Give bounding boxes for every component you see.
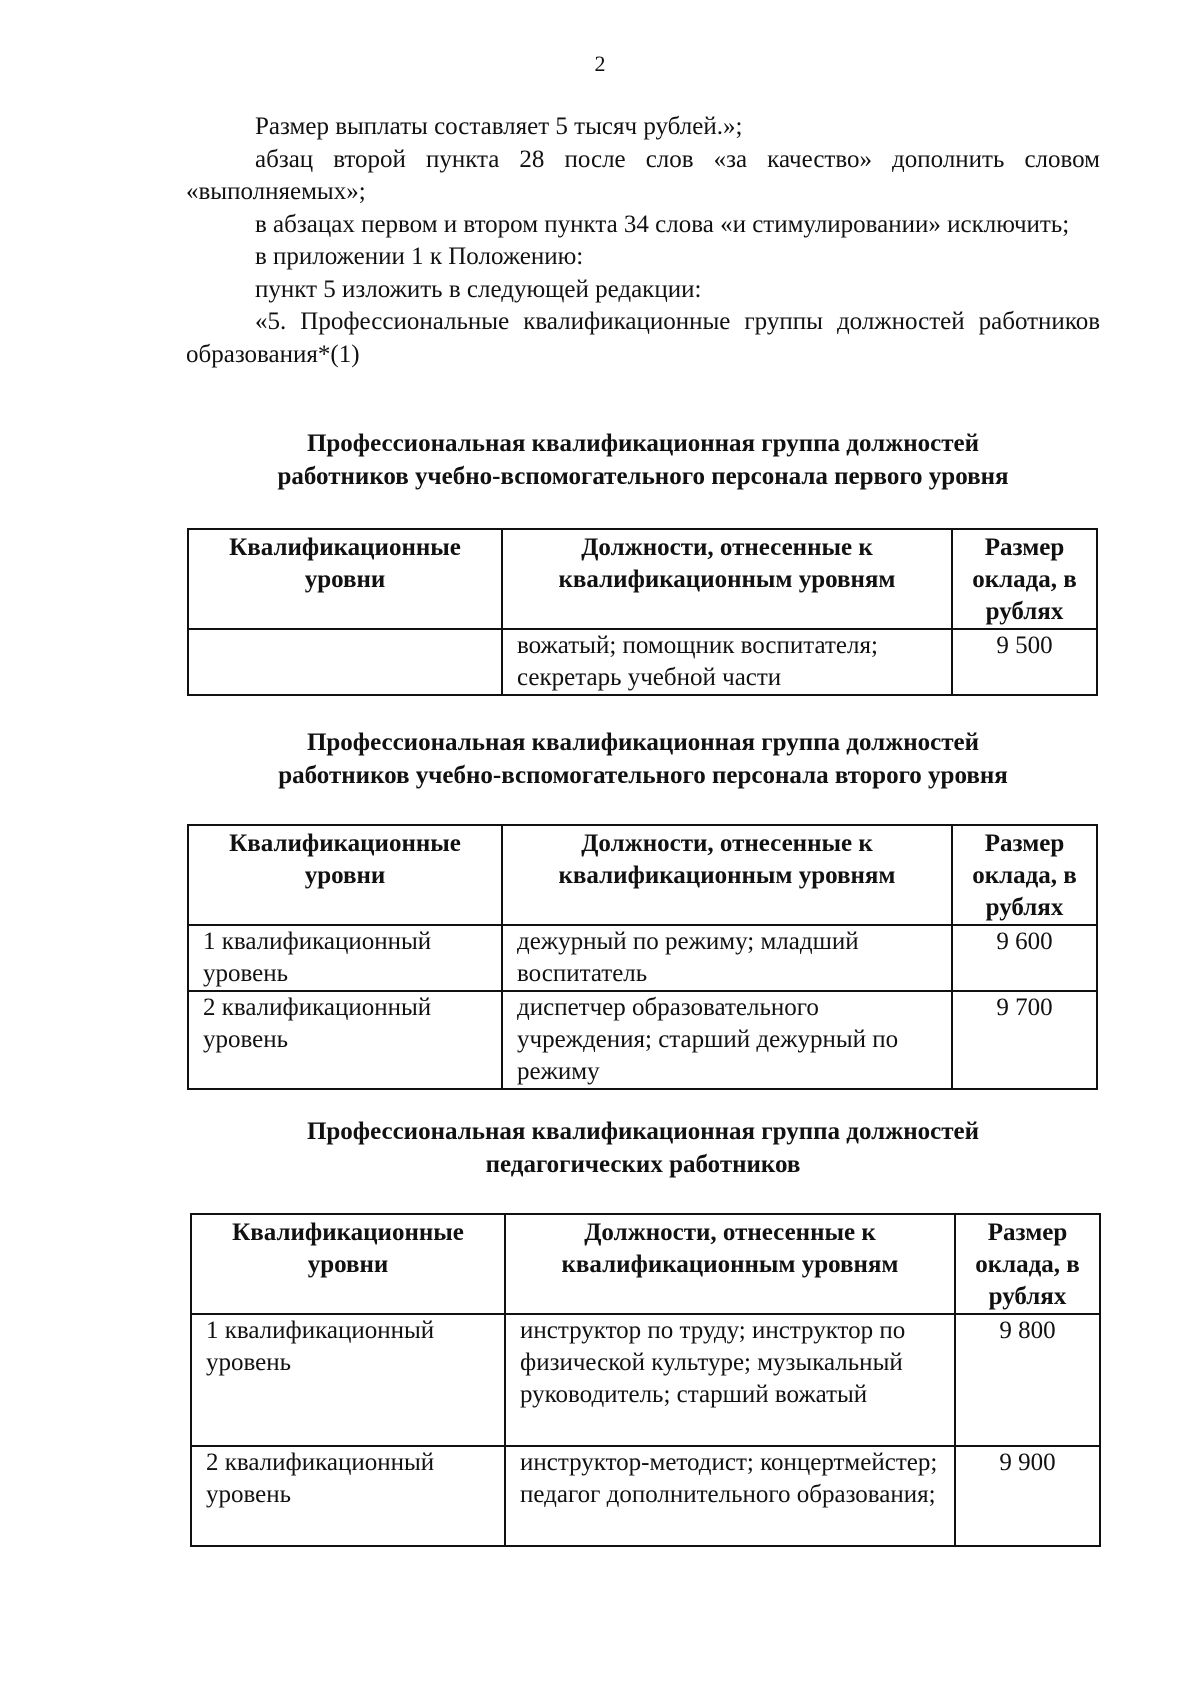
cell-positions: дежурный по режиму; младший воспитатель bbox=[502, 925, 952, 991]
body-text bbox=[186, 111, 1100, 371]
header-positions: Должности, отнесенные к квалификационным уровням bbox=[502, 825, 952, 925]
paragraph-item-5-intro: пункт 5 изложить в следующей редакции: bbox=[255, 275, 702, 303]
cell-salary: 9 500 bbox=[952, 629, 1097, 695]
header-positions: Должности, отнесенные к квалификационным уровням bbox=[505, 1214, 955, 1314]
header-levels: Квалификационные уровни bbox=[188, 825, 502, 925]
cell-level bbox=[188, 629, 502, 695]
cell-salary: 9 900 bbox=[955, 1446, 1100, 1546]
paragraph-appendix-1: в приложении 1 к Положению: bbox=[255, 243, 584, 270]
header-levels: Квалификационные уровни bbox=[188, 529, 502, 629]
table-header-row bbox=[188, 529, 1097, 629]
cell-level: 1 квалификационный уровень bbox=[191, 1314, 505, 1446]
table-row bbox=[191, 1314, 1100, 1446]
heading-line: Профессиональная квалификационная группа должностей bbox=[306, 1118, 980, 1145]
table-support-staff-level-2 bbox=[187, 824, 1098, 1090]
cell-positions: вожатый; помощник воспитателя; секретарь учебной части bbox=[502, 629, 952, 695]
heading-line: Профессиональная квалификационная группа должностей bbox=[306, 430, 980, 457]
table-row bbox=[188, 991, 1097, 1089]
table-header-row bbox=[191, 1214, 1100, 1314]
table-row bbox=[191, 1446, 1100, 1546]
heading-line: Профессиональная квалификационная группа должностей bbox=[306, 729, 980, 756]
cell-level: 2 квалификационный уровень bbox=[188, 991, 502, 1089]
cell-positions: инструктор по труду; инструктор по физической культуре; музыкальный руководитель; старший вожатый bbox=[505, 1314, 955, 1446]
cell-level: 2 квалификационный уровень bbox=[191, 1446, 505, 1546]
cell-salary: 9 600 bbox=[952, 925, 1097, 991]
header-levels: Квалификационные уровни bbox=[191, 1214, 505, 1314]
cell-salary: 9 800 bbox=[955, 1314, 1100, 1446]
table-teaching-staff bbox=[190, 1213, 1101, 1547]
heading-line: работников учебно-вспомогательного персонала второго уровня bbox=[278, 761, 1008, 789]
header-salary: Размер оклада, в рублях bbox=[952, 529, 1097, 629]
paragraph-clause-34: в абзацах первом и втором пункта 34 слова «и стимулировании» исключить; bbox=[255, 210, 1070, 238]
table-header-row bbox=[188, 825, 1097, 925]
paragraph-item-5-title: «5. Профессиональные квалификационные группы должностей работников образования*(1) bbox=[186, 308, 1100, 368]
section-heading-teaching-staff bbox=[186, 1116, 1100, 1181]
table-support-staff-level-1 bbox=[187, 528, 1098, 696]
heading-line: педагогических работников bbox=[485, 1150, 801, 1178]
cell-positions: диспетчер образовательного учреждения; старший дежурный по режиму bbox=[502, 991, 952, 1089]
header-positions: Должности, отнесенные к квалификационным уровням bbox=[502, 529, 952, 629]
page-number: 2 bbox=[594, 51, 606, 76]
header-salary: Размер оклада, в рублях bbox=[955, 1214, 1100, 1314]
table-row bbox=[188, 925, 1097, 991]
paragraph-payment-size: Размер выплаты составляет 5 тысяч рублей.»; bbox=[255, 113, 743, 140]
cell-salary: 9 700 bbox=[952, 991, 1097, 1089]
header-salary: Размер оклада, в рублях bbox=[952, 825, 1097, 925]
cell-level: 1 квалификационный уровень bbox=[188, 925, 502, 991]
cell-positions: инструктор-методист; концертмейстер; педагог дополнительного образования; bbox=[505, 1446, 955, 1546]
paragraph-clause-28: абзац второй пункта 28 после слов «за качество» дополнить словом «выполняемых»; bbox=[186, 145, 1100, 205]
section-heading-support-staff-level-2 bbox=[186, 727, 1100, 792]
section-heading-support-staff-level-1 bbox=[186, 428, 1100, 493]
table-row bbox=[188, 629, 1097, 695]
heading-line: работников учебно-вспомогательного персонала первого уровня bbox=[277, 462, 1009, 490]
